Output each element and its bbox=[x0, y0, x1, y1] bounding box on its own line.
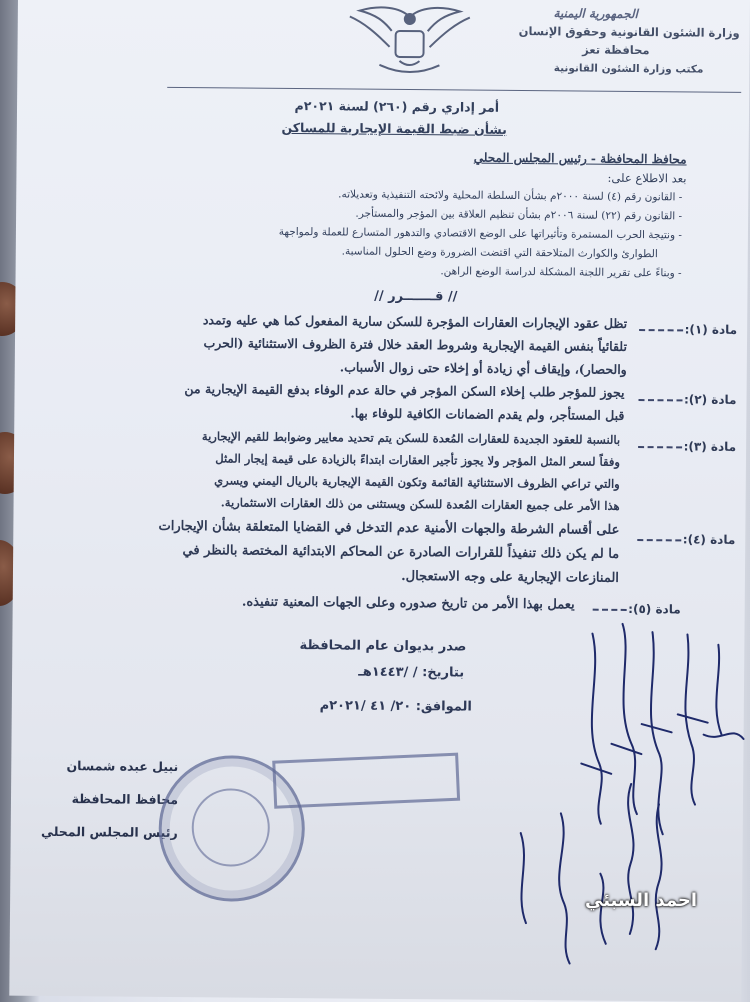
header-office: مكتب وزارة الشئون القانونية bbox=[553, 62, 704, 76]
article-2-label bbox=[636, 392, 737, 407]
yemen-eagle-emblem bbox=[339, 2, 480, 83]
header-ministry: وزارة الشئون القانونية وحقوق الإنسان bbox=[518, 23, 740, 40]
header-governorate: محافظة تعز bbox=[582, 42, 650, 58]
article-4-line-2: ما لم يكن ذلك تنفيذاً للقرارات الصادرة عن المحاكم الابتدائية المختصة بالنظر في bbox=[182, 543, 620, 562]
watermark-credit: احمد السبئي bbox=[585, 890, 698, 911]
rectangular-stamp bbox=[272, 753, 460, 809]
order-subject: بشأن ضبط القيمة الإيجارية للمساكن bbox=[281, 119, 507, 137]
header-republic: الجمهورية اليمنية bbox=[553, 6, 638, 22]
issued-at: صدر بديوان عام المحافظة bbox=[299, 638, 467, 655]
article-4-line-1: على أقسام الشرطة والجهات الأمنية عدم التدخل في القضايا المتعلقة بشأن الإيجارات bbox=[158, 518, 620, 538]
order-number: أمر إداري رقم (٢٦٠) لسنة ٢٠٢١م bbox=[294, 98, 500, 115]
article-3-label-text: مادة (٣): bbox=[683, 439, 737, 454]
article-4-line-3: المنازعات الإيجارية على وجه الاستعجال. bbox=[401, 568, 620, 586]
date-gregorian: الموافق: ٢٠/ ٤١ /٢٠٢١م bbox=[319, 698, 472, 715]
article-5-label-text: مادة (٥): bbox=[628, 601, 681, 617]
after-review: بعد الاطلاع على: bbox=[607, 170, 687, 186]
signatory-title-governor: محافظ المحافظة bbox=[71, 791, 179, 808]
article-3-line-3: والتي تراعي الظروف الاستثنائية القائمة وتكون القيمة الإيجارية بالريال اليمني ويسري bbox=[214, 473, 620, 491]
article-1-line-3: والحصار)، وإيقاف أي زيادة أو إخلاء حتى زوال الأسباب. bbox=[339, 359, 627, 377]
article-3-line-4: هذا الأمر على جميع العقارات المُعدة للسكن ويستثنى من ذلك العقارات الاستثمارية. bbox=[220, 495, 620, 513]
article-3-label bbox=[636, 439, 737, 454]
decides-heading: // قـــــــرر // bbox=[374, 288, 458, 305]
article-2-line-2: قبل المستأجر، ولم يقدم الضمانات الكافية للوفاء بها. bbox=[350, 405, 625, 423]
consideration-1: - القانون رقم (٤) لسنة ٢٠٠٠م بشأن السلطة المحلية ولائحته التنفيذية وتعديلاته. bbox=[338, 188, 683, 204]
consideration-2: - القانون رقم (٢٢) لسنة ٢٠٠٦م بشأن تنظيم العلاقة بين المؤجر والمستأجر. bbox=[355, 207, 683, 223]
document-page bbox=[9, 0, 750, 1002]
date-hijri: بتاريخ: / /١٤٤٣هـ bbox=[358, 664, 465, 681]
header-rule bbox=[167, 87, 741, 93]
article-1-line-1: تظل عقود الإيجارات العقارات المؤجرة للسكن سارية المفعول كما هي عليه وتمدد bbox=[202, 312, 628, 331]
consideration-5: - وبناءً على تقرير اللجنة المشكلة لدراسة الوضع الراهن. bbox=[440, 265, 682, 280]
article-1-label-text: مادة (١): bbox=[684, 322, 738, 337]
signatory-title-council: رئيس المجلس المحلي bbox=[41, 823, 178, 841]
article-3-line-2: وفقاً لسعر المثل المؤجر ولا يجوز تأجير العقارات ابتداءً بالزيادة على قيمة إيجار المثل bbox=[215, 451, 621, 469]
article-2-label-text: مادة (٢): bbox=[683, 392, 737, 407]
article-4-label-text: مادة (٤): bbox=[682, 532, 736, 547]
consideration-4: الطوارئ والكوارث المتلاحقة التي اقتضت الضرورة وضع الحلول المناسبة. bbox=[341, 245, 658, 261]
handwritten-annotation bbox=[480, 613, 750, 975]
article-4-label bbox=[635, 532, 736, 547]
consideration-3: - ونتيجة الحرب المستمرة وتأثيراتها على الوضع الاقتصادي والتدهور المتسارع للعملة ولمواجهة bbox=[278, 225, 682, 242]
article-1-line-2: تلقائياً بنفس القيمة الإيجارية وشروط العقد خلال فترة الظروف الاستثنائية (الحرب bbox=[203, 335, 628, 354]
article-3-line-1: بالنسبة للعقود الجديدة للعقارات المُعدة للسكن يتم تحديد معايير وضوابط للقيم الإيجارية bbox=[201, 429, 621, 447]
order-issuer: محافظ المحافظة - رئيس المجلس المحلي bbox=[473, 150, 687, 167]
article-1-label bbox=[637, 322, 738, 337]
article-5-line-1: يعمل بهذا الأمر من تاريخ صدوره وعلى الجهات المعنية تنفيذه. bbox=[241, 594, 575, 613]
signatory-name: نبيل عبده شمسان bbox=[66, 758, 179, 775]
article-2-line-1: يجوز للمؤجر طلب إخلاء السكن المؤجر في حالة عدم الوفاء بدفع القيمة الإيجارية من bbox=[184, 381, 625, 400]
